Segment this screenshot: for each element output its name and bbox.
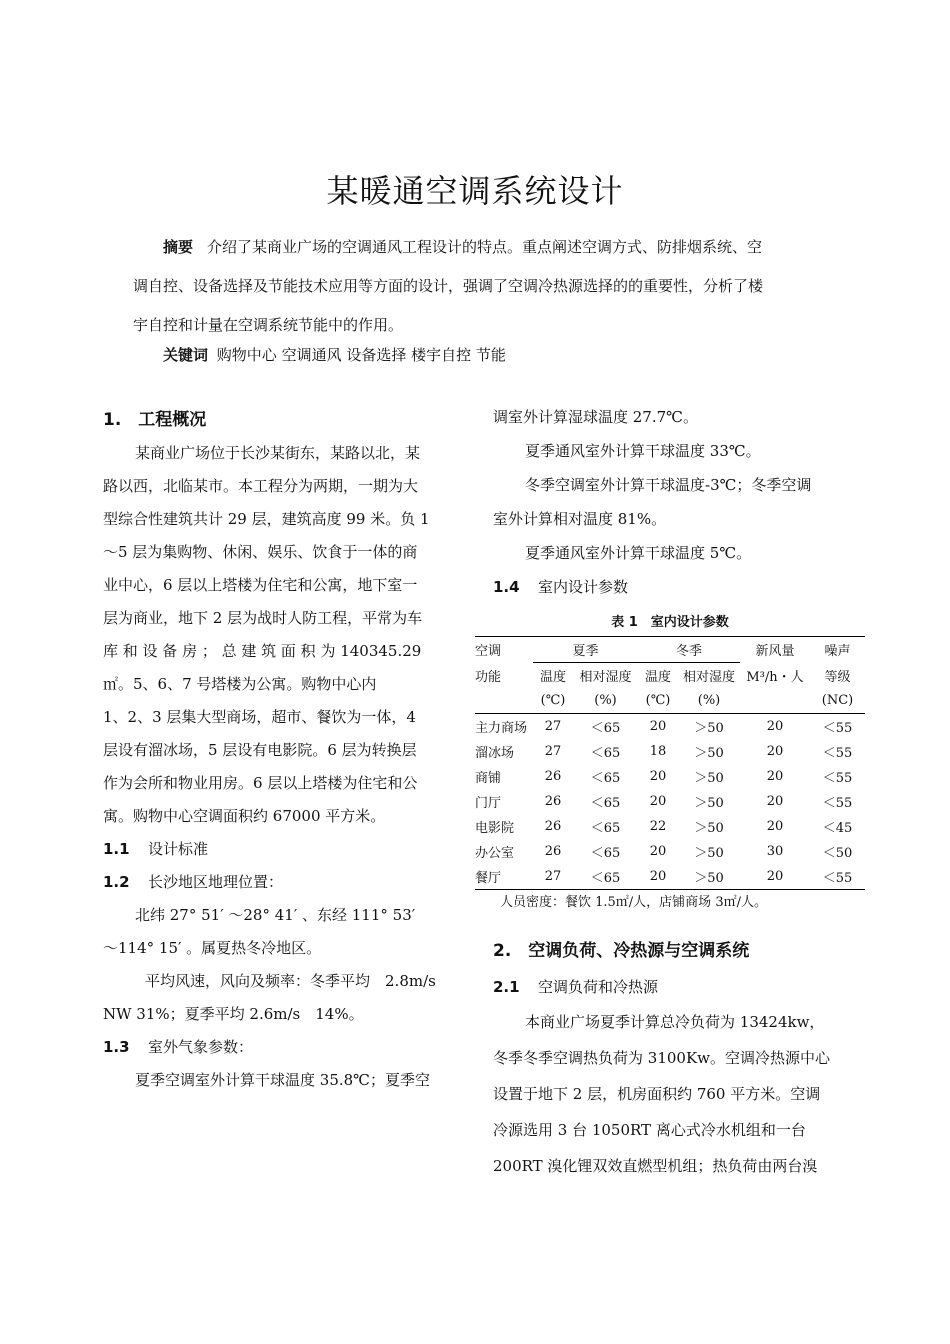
table-cell: 20 — [740, 864, 810, 890]
header-cell: 冬季 — [638, 637, 740, 663]
header-cell: 噪声 — [810, 637, 865, 663]
table-cell: 电影院 — [475, 821, 515, 836]
overview-line: 某商业广场位于长沙某街东，某路以北，某 — [135, 444, 421, 462]
overview-line: 层设有溜冰场，5 层设有电影院。6 层为转换层 — [103, 741, 417, 759]
header-cell: 新风量 — [740, 637, 810, 663]
paper-title: 某暖通空调系统设计 — [326, 172, 624, 210]
overview-line: 库 和 设 备 房 ； 总 建 筑 面 积 为 140345.29 — [103, 642, 422, 660]
overview-line: 业中心，6 层以上塔楼为住宅和公寓，地下室一 — [103, 576, 418, 594]
wind-line: NW 31%；夏季平均 2.6m/s 14%。 — [103, 1005, 364, 1023]
table-cell: 18 — [649, 744, 667, 759]
subsection-title: 空调负荷和冷热源 — [538, 978, 659, 996]
table-note: 人员密度：餐饮 1.5㎡/人，店铺商场 3㎡/人。 — [500, 895, 767, 910]
table-cell: ＜55 — [822, 771, 853, 786]
overview-line: 作为会所和物业用房。6 层以上塔楼为住宅和公 — [103, 774, 418, 792]
load-line: 设置于地下 2 层，机房面积约 760 平方米。空调 — [493, 1085, 821, 1103]
table-cell: ＜45 — [822, 821, 853, 836]
table-cell: ＞50 — [678, 864, 740, 890]
table-cell: ＜65 — [590, 821, 621, 836]
table-cell: 20 — [766, 794, 784, 809]
header-cell — [475, 688, 533, 714]
table-cell: ＞50 — [694, 846, 724, 861]
table-row — [475, 739, 865, 764]
right-column-upper — [493, 400, 849, 604]
table-cell: 20 — [766, 719, 784, 734]
table-cell: 商铺 — [475, 771, 502, 786]
table-cell: 27 — [533, 864, 573, 890]
subsection-title: 长沙地区地理位置： — [148, 873, 284, 891]
climate-line: 夏季通风室外计算干球温度 5℃。 — [525, 544, 752, 562]
header-cell: (NC) — [810, 688, 865, 714]
table-cell: ＜50 — [822, 846, 853, 861]
table-cell: ＜55 — [822, 721, 853, 736]
wind-line: 平均风速，风向及频率：冬季平均 2.8m/s — [145, 972, 436, 990]
table-cell: ＜65 — [590, 846, 621, 861]
subsection-2-1 — [493, 970, 849, 1004]
load-paragraph — [493, 1004, 849, 1184]
header-cell: (℃) — [638, 688, 678, 714]
table-cell: 30 — [766, 844, 784, 859]
overview-line: 1、2、3 层集大型商场，超市、餐饮为一体，4 — [103, 708, 416, 726]
table-cell: 餐厅 — [475, 864, 533, 890]
overview-line: 寓。购物中心空调面积约 67000 平方米。 — [103, 807, 386, 825]
table-cell: 溜冰场 — [475, 746, 515, 761]
table-header-row — [475, 637, 865, 663]
table-cell: 20 — [649, 769, 667, 784]
table-cell: ＜65 — [573, 864, 638, 890]
table-cell: ＜65 — [590, 721, 621, 736]
climate-line: 调室外计算湿球温度 27.7℃。 — [493, 408, 698, 426]
table-cell: 26 — [544, 819, 562, 834]
subsection-1-2 — [103, 866, 459, 899]
abstract-line-1 — [133, 227, 851, 268]
table-cell: 22 — [649, 819, 667, 834]
header-cell: 等级 — [824, 669, 851, 685]
table-row — [475, 764, 865, 789]
header-cell: (℃) — [533, 688, 573, 714]
table-row — [475, 839, 865, 864]
table-row — [475, 714, 865, 740]
climate-line: 冬季空调室外计算干球温度-3℃；冬季空调 — [525, 476, 812, 494]
right-column-lower — [493, 936, 849, 1184]
header-cell: M³/h・人 — [746, 669, 804, 685]
load-line: 本商业广场夏季计算总冷负荷为 13424kw， — [525, 1013, 825, 1031]
table-cell: 20 — [766, 769, 784, 784]
subsection-1-4 — [493, 570, 849, 604]
table-cell: 20 — [766, 819, 784, 834]
header-cell: 温度 — [539, 670, 566, 685]
table-cell: 主力商场 — [475, 721, 528, 736]
table-cell: ＜55 — [810, 864, 865, 890]
table-cell: 20 — [766, 744, 784, 759]
header-cell: 夏季 — [533, 637, 638, 663]
overview-line: 型综合性建筑共计 29 层，建筑高度 99 米。负 1 — [103, 510, 430, 528]
abstract-line-3: 宇自控和计量在空调系统节能中的作用。 — [133, 316, 404, 334]
table-title: 表 1 室内设计参数 — [611, 615, 729, 630]
load-line: 200RT 溴化锂双效直燃型机组；热负荷由两台溴 — [493, 1157, 818, 1175]
climate-line: 夏季通风室外计算干球温度 33℃。 — [525, 442, 761, 460]
subsection-number: 1.4 — [493, 578, 520, 596]
table-cell: 26 — [544, 844, 562, 859]
header-cell: 空调 — [475, 637, 533, 663]
table-cell: ＜65 — [590, 796, 621, 811]
table-row — [475, 814, 865, 839]
subsection-title: 室内设计参数 — [538, 578, 629, 596]
subsection-1-1 — [103, 833, 459, 866]
overview-line: ～5 层为集购物、休闲、娱乐、饮食于一体的商 — [103, 543, 418, 561]
overview-line: 层为商业，地下 2 层为战时人防工程，平常为车 — [103, 609, 423, 627]
climate-line: 室外计算相对温度 81%。 — [493, 510, 667, 528]
table-cell: ＞50 — [694, 721, 724, 736]
keywords-text: 购物中心 空调通风 设备选择 楼宇自控 节能 — [216, 346, 506, 364]
subsection-number: 1.3 — [103, 1038, 130, 1056]
keywords — [163, 344, 506, 365]
table-row — [475, 864, 865, 890]
header-cell: 相对湿度 — [682, 670, 735, 685]
subsection-title: 设计标准 — [148, 840, 209, 858]
table-row — [475, 789, 865, 814]
table-cell: ＞50 — [694, 821, 724, 836]
table-header-row — [475, 688, 865, 714]
table-cell: 20 — [649, 719, 667, 734]
table-cell: 办公室 — [475, 846, 515, 861]
subsection-1-3 — [103, 1031, 459, 1064]
climate-line: 夏季空调室外计算干球温度 35.8℃；夏季空 — [135, 1071, 430, 1089]
table-cell: 20 — [638, 864, 678, 890]
table-cell: 20 — [649, 844, 667, 859]
table-cell: ＞50 — [694, 796, 724, 811]
table-cell: 26 — [544, 794, 562, 809]
header-cell — [740, 688, 810, 714]
table-cell: 门厅 — [475, 796, 502, 811]
load-line: 冷源选用 3 台 1050RT 离心式冷水机组和一台 — [493, 1121, 806, 1139]
table-cell: ＜65 — [590, 746, 621, 761]
geo-line: ～114° 15′ 。属夏热冬冷地区。 — [103, 939, 322, 957]
subsection-title: 室外气象参数： — [148, 1038, 254, 1056]
abstract-label: 摘要 — [163, 238, 194, 256]
table-cell: 27 — [544, 744, 562, 759]
header-cell: (%) — [678, 688, 740, 714]
table-cell: ＜55 — [822, 746, 853, 761]
table-cell: ＜65 — [590, 771, 621, 786]
keywords-label: 关键词 — [163, 346, 209, 364]
section-1-heading: 1. 工程概况 — [103, 410, 207, 430]
load-line: 冬季冬季空调热负荷为 3100Kw。空调冷热源中心 — [493, 1049, 830, 1067]
overview-line: ㎡。5、6、7 号塔楼为公寓。购物中心内 — [103, 675, 377, 693]
subsection-number: 1.2 — [103, 873, 130, 891]
subsection-number: 1.1 — [103, 840, 130, 858]
header-cell: 温度 — [644, 670, 671, 685]
left-column — [103, 404, 459, 1097]
abstract-line-2: 调自控、设备选择及节能技术应用等方面的设计，强调了空调冷热源选择的的重要性，分析了楼 — [133, 277, 764, 295]
overview-line: 路以西，北临某市。本工程分为两期，一期为大 — [103, 477, 419, 495]
section-2-heading: 2. 空调负荷、冷热源与空调系统 — [493, 941, 750, 961]
table-cell: 27 — [544, 719, 562, 734]
table-body — [475, 714, 865, 890]
table-cell: 20 — [649, 794, 667, 809]
design-parameter-table — [475, 636, 865, 890]
table-header-row — [475, 663, 865, 689]
abstract-text-1: 介绍了某商业广场的空调通风工程设计的特点。重点阐述空调方式、防排烟系统、空 — [207, 238, 763, 256]
table-cell: ＞50 — [694, 746, 724, 761]
header-cell: (%) — [573, 688, 638, 714]
table-cell: 26 — [544, 769, 562, 784]
header-cell: 相对湿度 — [579, 670, 632, 685]
table-cell: ＞50 — [694, 771, 724, 786]
table-cell: ＜55 — [822, 796, 853, 811]
geo-line: 北纬 27° 51′ ～28° 41′ 、东经 111° 53′ — [135, 906, 416, 924]
subsection-number: 2.1 — [493, 978, 520, 996]
header-cell: 功能 — [475, 669, 502, 685]
